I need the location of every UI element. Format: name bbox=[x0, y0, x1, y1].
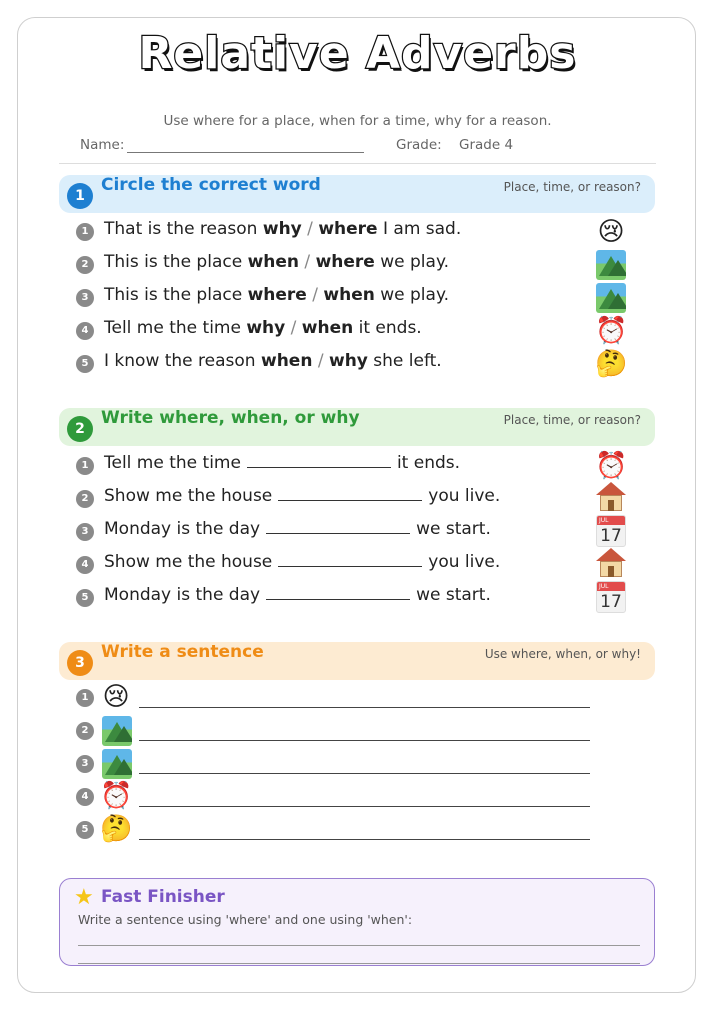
item-number: 3 bbox=[76, 289, 94, 307]
option-when[interactable]: when bbox=[260, 351, 313, 371]
alarm-clock-icon: ⏰ bbox=[595, 451, 628, 481]
answer-line-2[interactable] bbox=[78, 963, 640, 964]
thinking-face-icon: 🤔 bbox=[595, 349, 628, 379]
landscape-picture-icon bbox=[596, 283, 626, 313]
item-number: 4 bbox=[76, 788, 94, 806]
s1-item-2 bbox=[76, 252, 636, 278]
grade-label: Grade: bbox=[396, 137, 442, 153]
fast-finisher-box bbox=[59, 878, 655, 966]
s3-item-2 bbox=[76, 716, 596, 746]
header-divider bbox=[59, 163, 656, 164]
item-number: 5 bbox=[76, 589, 94, 607]
name-field[interactable] bbox=[127, 152, 364, 153]
option-where[interactable]: where bbox=[318, 219, 378, 239]
s3-item-5 bbox=[76, 815, 596, 845]
item-text: Monday is the day we start. bbox=[104, 519, 491, 539]
answer-blank[interactable] bbox=[266, 519, 410, 534]
option-why[interactable]: why bbox=[246, 318, 286, 338]
s3-item-1 bbox=[76, 683, 596, 713]
answer-blank[interactable] bbox=[278, 552, 422, 567]
item-number: 3 bbox=[76, 755, 94, 773]
s2-item-4 bbox=[76, 552, 636, 578]
calendar-icon: JUL 17 bbox=[596, 581, 626, 613]
item-number: 3 bbox=[76, 523, 94, 541]
calendar-icon: JUL 17 bbox=[596, 515, 626, 547]
item-text: That is the reason why / where I am sad. bbox=[104, 219, 462, 239]
page-subtitle: Use where for a place, when for a time, why for a reason. bbox=[163, 113, 552, 129]
item-number: 1 bbox=[76, 689, 94, 707]
sentence-line[interactable] bbox=[139, 806, 590, 807]
s3-item-3 bbox=[76, 749, 596, 779]
item-text: Tell me the time it ends. bbox=[104, 453, 461, 473]
name-grade-row bbox=[80, 137, 640, 157]
option-where[interactable]: where bbox=[247, 285, 307, 305]
item-text: This is the place when / where we play. bbox=[104, 252, 449, 272]
item-number: 5 bbox=[76, 355, 94, 373]
option-why[interactable]: why bbox=[328, 351, 368, 371]
house-icon bbox=[596, 482, 626, 512]
alarm-clock-icon: ⏰ bbox=[100, 781, 133, 811]
s1-item-1 bbox=[76, 219, 636, 245]
section-1-hint: Place, time, or reason? bbox=[503, 180, 641, 194]
sentence-line[interactable] bbox=[139, 740, 590, 741]
s1-item-4 bbox=[76, 318, 636, 344]
answer-blank[interactable] bbox=[278, 486, 422, 501]
sentence-line[interactable] bbox=[139, 839, 590, 840]
item-number: 1 bbox=[76, 223, 94, 241]
item-text: Show me the house you live. bbox=[104, 552, 501, 572]
item-number: 2 bbox=[76, 256, 94, 274]
item-text: This is the place where / when we play. bbox=[104, 285, 449, 305]
crying-face-icon: 😢 bbox=[597, 217, 625, 247]
option-when[interactable]: when bbox=[247, 252, 300, 272]
fast-finisher-title: Fast Finisher bbox=[101, 887, 225, 907]
item-text: Monday is the day we start. bbox=[104, 585, 491, 605]
answer-blank[interactable] bbox=[247, 453, 391, 468]
section-3-header bbox=[59, 642, 655, 680]
page-title: Relative Adverbs bbox=[138, 28, 577, 79]
fast-finisher-instruction: Write a sentence using 'where' and one using 'when': bbox=[78, 912, 413, 927]
item-number: 4 bbox=[76, 322, 94, 340]
answer-line-1[interactable] bbox=[78, 945, 640, 946]
item-number: 5 bbox=[76, 821, 94, 839]
landscape-picture-icon bbox=[102, 716, 132, 746]
item-number: 2 bbox=[76, 722, 94, 740]
crying-face-icon: 😢 bbox=[102, 682, 130, 712]
house-icon bbox=[596, 548, 626, 578]
section-3-title: Write a sentence bbox=[101, 642, 264, 662]
section-3-hint: Use where, when, or why! bbox=[484, 647, 641, 661]
item-number: 4 bbox=[76, 556, 94, 574]
s2-item-5 bbox=[76, 585, 636, 611]
item-number: 1 bbox=[76, 457, 94, 475]
section-1-title: Circle the correct word bbox=[101, 175, 321, 195]
landscape-picture-icon bbox=[102, 749, 132, 779]
item-text: Tell me the time why / when it ends. bbox=[104, 318, 422, 338]
alarm-clock-icon: ⏰ bbox=[595, 316, 628, 346]
item-text: I know the reason when / why she left. bbox=[104, 351, 442, 371]
s3-item-4 bbox=[76, 782, 596, 812]
option-when[interactable]: when bbox=[323, 285, 375, 305]
s2-item-2 bbox=[76, 486, 636, 512]
sentence-line[interactable] bbox=[139, 707, 590, 708]
grade-value: Grade 4 bbox=[459, 137, 514, 153]
s1-item-3 bbox=[76, 285, 636, 311]
section-3-number: 3 bbox=[67, 650, 93, 676]
name-label: Name: bbox=[80, 137, 125, 153]
s1-item-5 bbox=[76, 351, 636, 377]
item-number: 2 bbox=[76, 490, 94, 508]
option-why[interactable]: why bbox=[262, 219, 302, 239]
section-2-title: Write where, when, or why bbox=[101, 408, 360, 428]
option-where[interactable]: where bbox=[315, 252, 375, 272]
thinking-face-icon: 🤔 bbox=[100, 814, 133, 844]
section-1-number: 1 bbox=[67, 183, 93, 209]
item-text: Show me the house you live. bbox=[104, 486, 501, 506]
answer-blank[interactable] bbox=[266, 585, 410, 600]
landscape-picture-icon bbox=[596, 250, 626, 280]
s2-item-1 bbox=[76, 453, 636, 479]
s2-item-3 bbox=[76, 519, 636, 545]
option-when[interactable]: when bbox=[301, 318, 354, 338]
section-1-header bbox=[59, 175, 655, 213]
star-icon: ★ bbox=[74, 885, 94, 910]
sentence-line[interactable] bbox=[139, 773, 590, 774]
section-2-header bbox=[59, 408, 655, 446]
section-2-number: 2 bbox=[67, 416, 93, 442]
section-2-hint: Place, time, or reason? bbox=[503, 413, 641, 427]
